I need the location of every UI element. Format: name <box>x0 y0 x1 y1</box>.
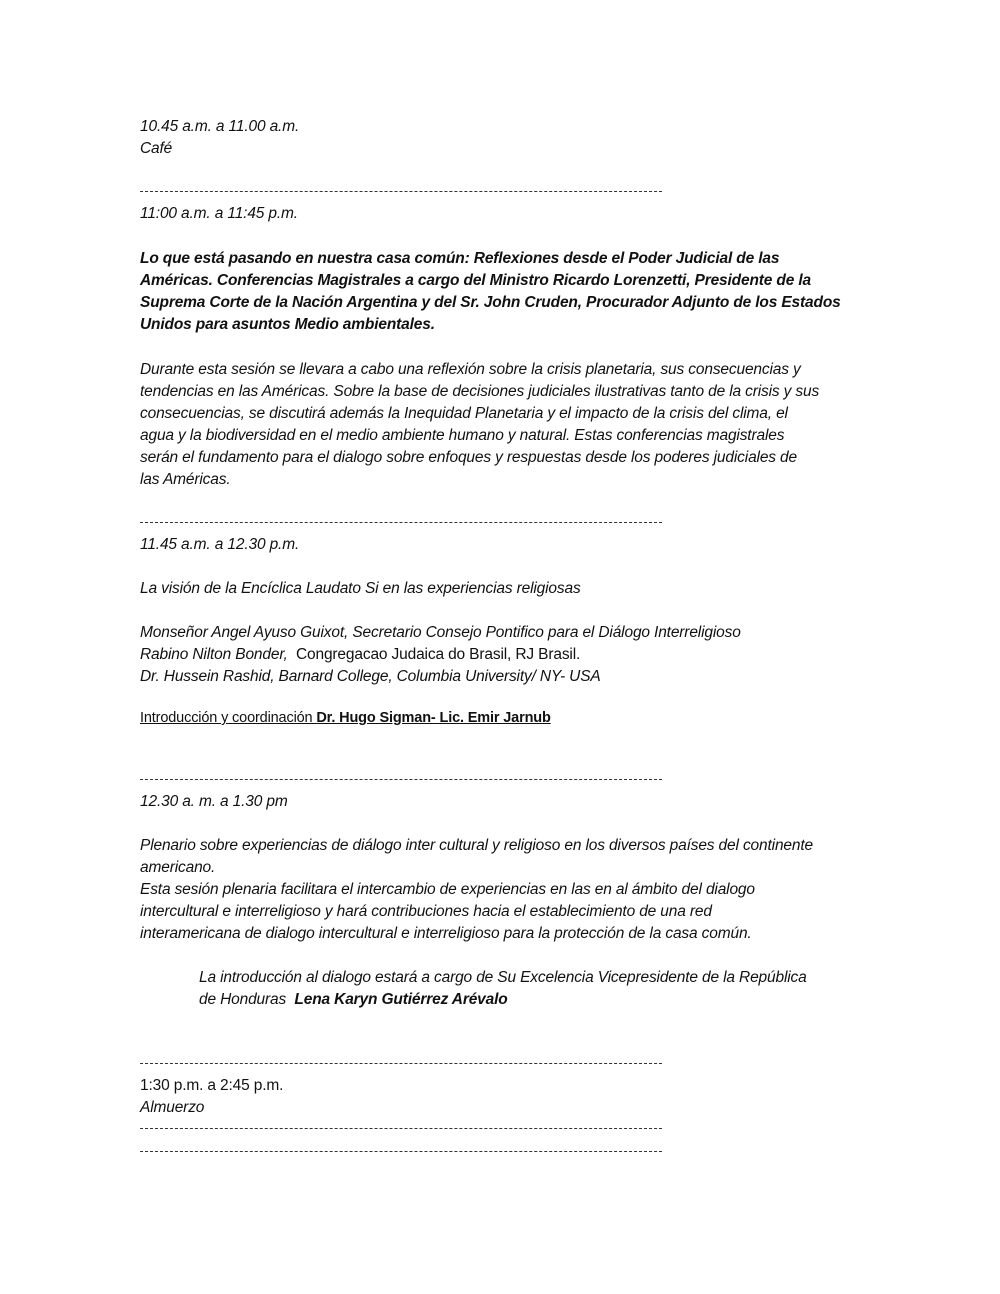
session-time: 12.30 a. m. a 1.30 pm <box>140 793 288 810</box>
session-time: 10.45 a.m. a 11.00 a.m. <box>140 118 300 135</box>
session-title-line: Unidos para asuntos Medio ambientales. <box>140 316 435 333</box>
session-time: 11:00 a.m. a 11:45 p.m. <box>140 205 298 222</box>
dashed-separator <box>140 1063 662 1064</box>
session-title-line: Suprema Corte de la Nación Argentina y del Sr. John Cruden, Procurador Adjunto de los Estados <box>140 294 841 311</box>
session-title: Almuerzo <box>140 1099 205 1116</box>
session-description-line: agua y la biodiversidad en el medio ambiente humano y natural. Estas conferencias magistrales <box>140 427 785 444</box>
dashed-separator <box>140 191 662 192</box>
session-description-line: tendencias en las Américas. Sobre la base de decisiones judiciales ilustrativas tanto de la crisis y sus <box>140 383 820 400</box>
intro-line: La introducción al dialogo estará a cargo de Su Excelencia Vicepresidente de la República <box>199 969 807 986</box>
session-title: Café <box>140 140 173 157</box>
dashed-separator <box>140 1128 662 1129</box>
session-description-line: las Américas. <box>140 471 231 488</box>
session-description-line: Plenario sobre experiencias de diálogo inter cultural y religioso en los diversos países del continente <box>140 837 813 854</box>
intro-name: Lena Karyn Gutiérrez Arévalo <box>294 991 508 1008</box>
session-title-line: Américas. Conferencias Magistrales a cargo del Ministro Ricardo Lorenzetti, Presidente de la <box>140 272 812 289</box>
session-description-line: intercultural e interreligioso y hará contribuciones hacia el establecimiento de una red <box>140 903 712 920</box>
intro-prefix: de Honduras <box>199 991 295 1008</box>
coordination-label: Introducción y coordinación <box>140 710 317 726</box>
coordination-names: Dr. Hugo Sigman- Lic. Emir Jarnub <box>316 710 551 726</box>
session-description-line: americano. <box>140 859 216 876</box>
session-time: 11.45 a.m. a 12.30 p.m. <box>140 536 300 553</box>
dashed-separator <box>140 1151 662 1152</box>
session-description-line: serán el fundamento para el dialogo sobre enfoques y respuestas desde los poderes judiciales de <box>140 449 797 466</box>
intro-line <box>199 989 508 1011</box>
speaker: Monseñor Angel Ayuso Guixot, Secretario Consejo Pontifico para el Diálogo Interreligioso <box>140 624 741 641</box>
session-description-line: Esta sesión plenaria facilitara el intercambio de experiencias en las en al ámbito del dialogo <box>140 881 755 898</box>
speaker-name: Rabino Nilton Bonder, <box>140 646 288 663</box>
coordination <box>140 707 551 729</box>
session-description-line: interamericana de dialogo intercultural e interreligioso para la protección de la casa común. <box>140 925 752 942</box>
speaker: Dr. Hussein Rashid, Barnard College, Columbia University/ NY- USA <box>140 668 601 685</box>
session-description-line: Durante esta sesión se llevara a cabo una reflexión sobre la crisis planetaria, sus consecuencias y <box>140 361 801 378</box>
dashed-separator <box>140 522 662 523</box>
dashed-separator <box>140 779 662 780</box>
session-time: 1:30 p.m. a 2:45 p.m. <box>140 1077 284 1094</box>
session-description-line: consecuencias, se discutirá además la Inequidad Planetaria y el impacto de la crisis del clima, el <box>140 405 788 422</box>
session-title: La visión de la Encíclica Laudato Si en las experiencias religiosas <box>140 580 581 597</box>
speaker-affiliation: Congregacao Judaica do Brasil, RJ Brasil. <box>287 646 581 663</box>
speaker <box>140 644 580 666</box>
session-title-line: Lo que está pasando en nuestra casa común: Reflexiones desde el Poder Judicial de las <box>140 250 780 267</box>
